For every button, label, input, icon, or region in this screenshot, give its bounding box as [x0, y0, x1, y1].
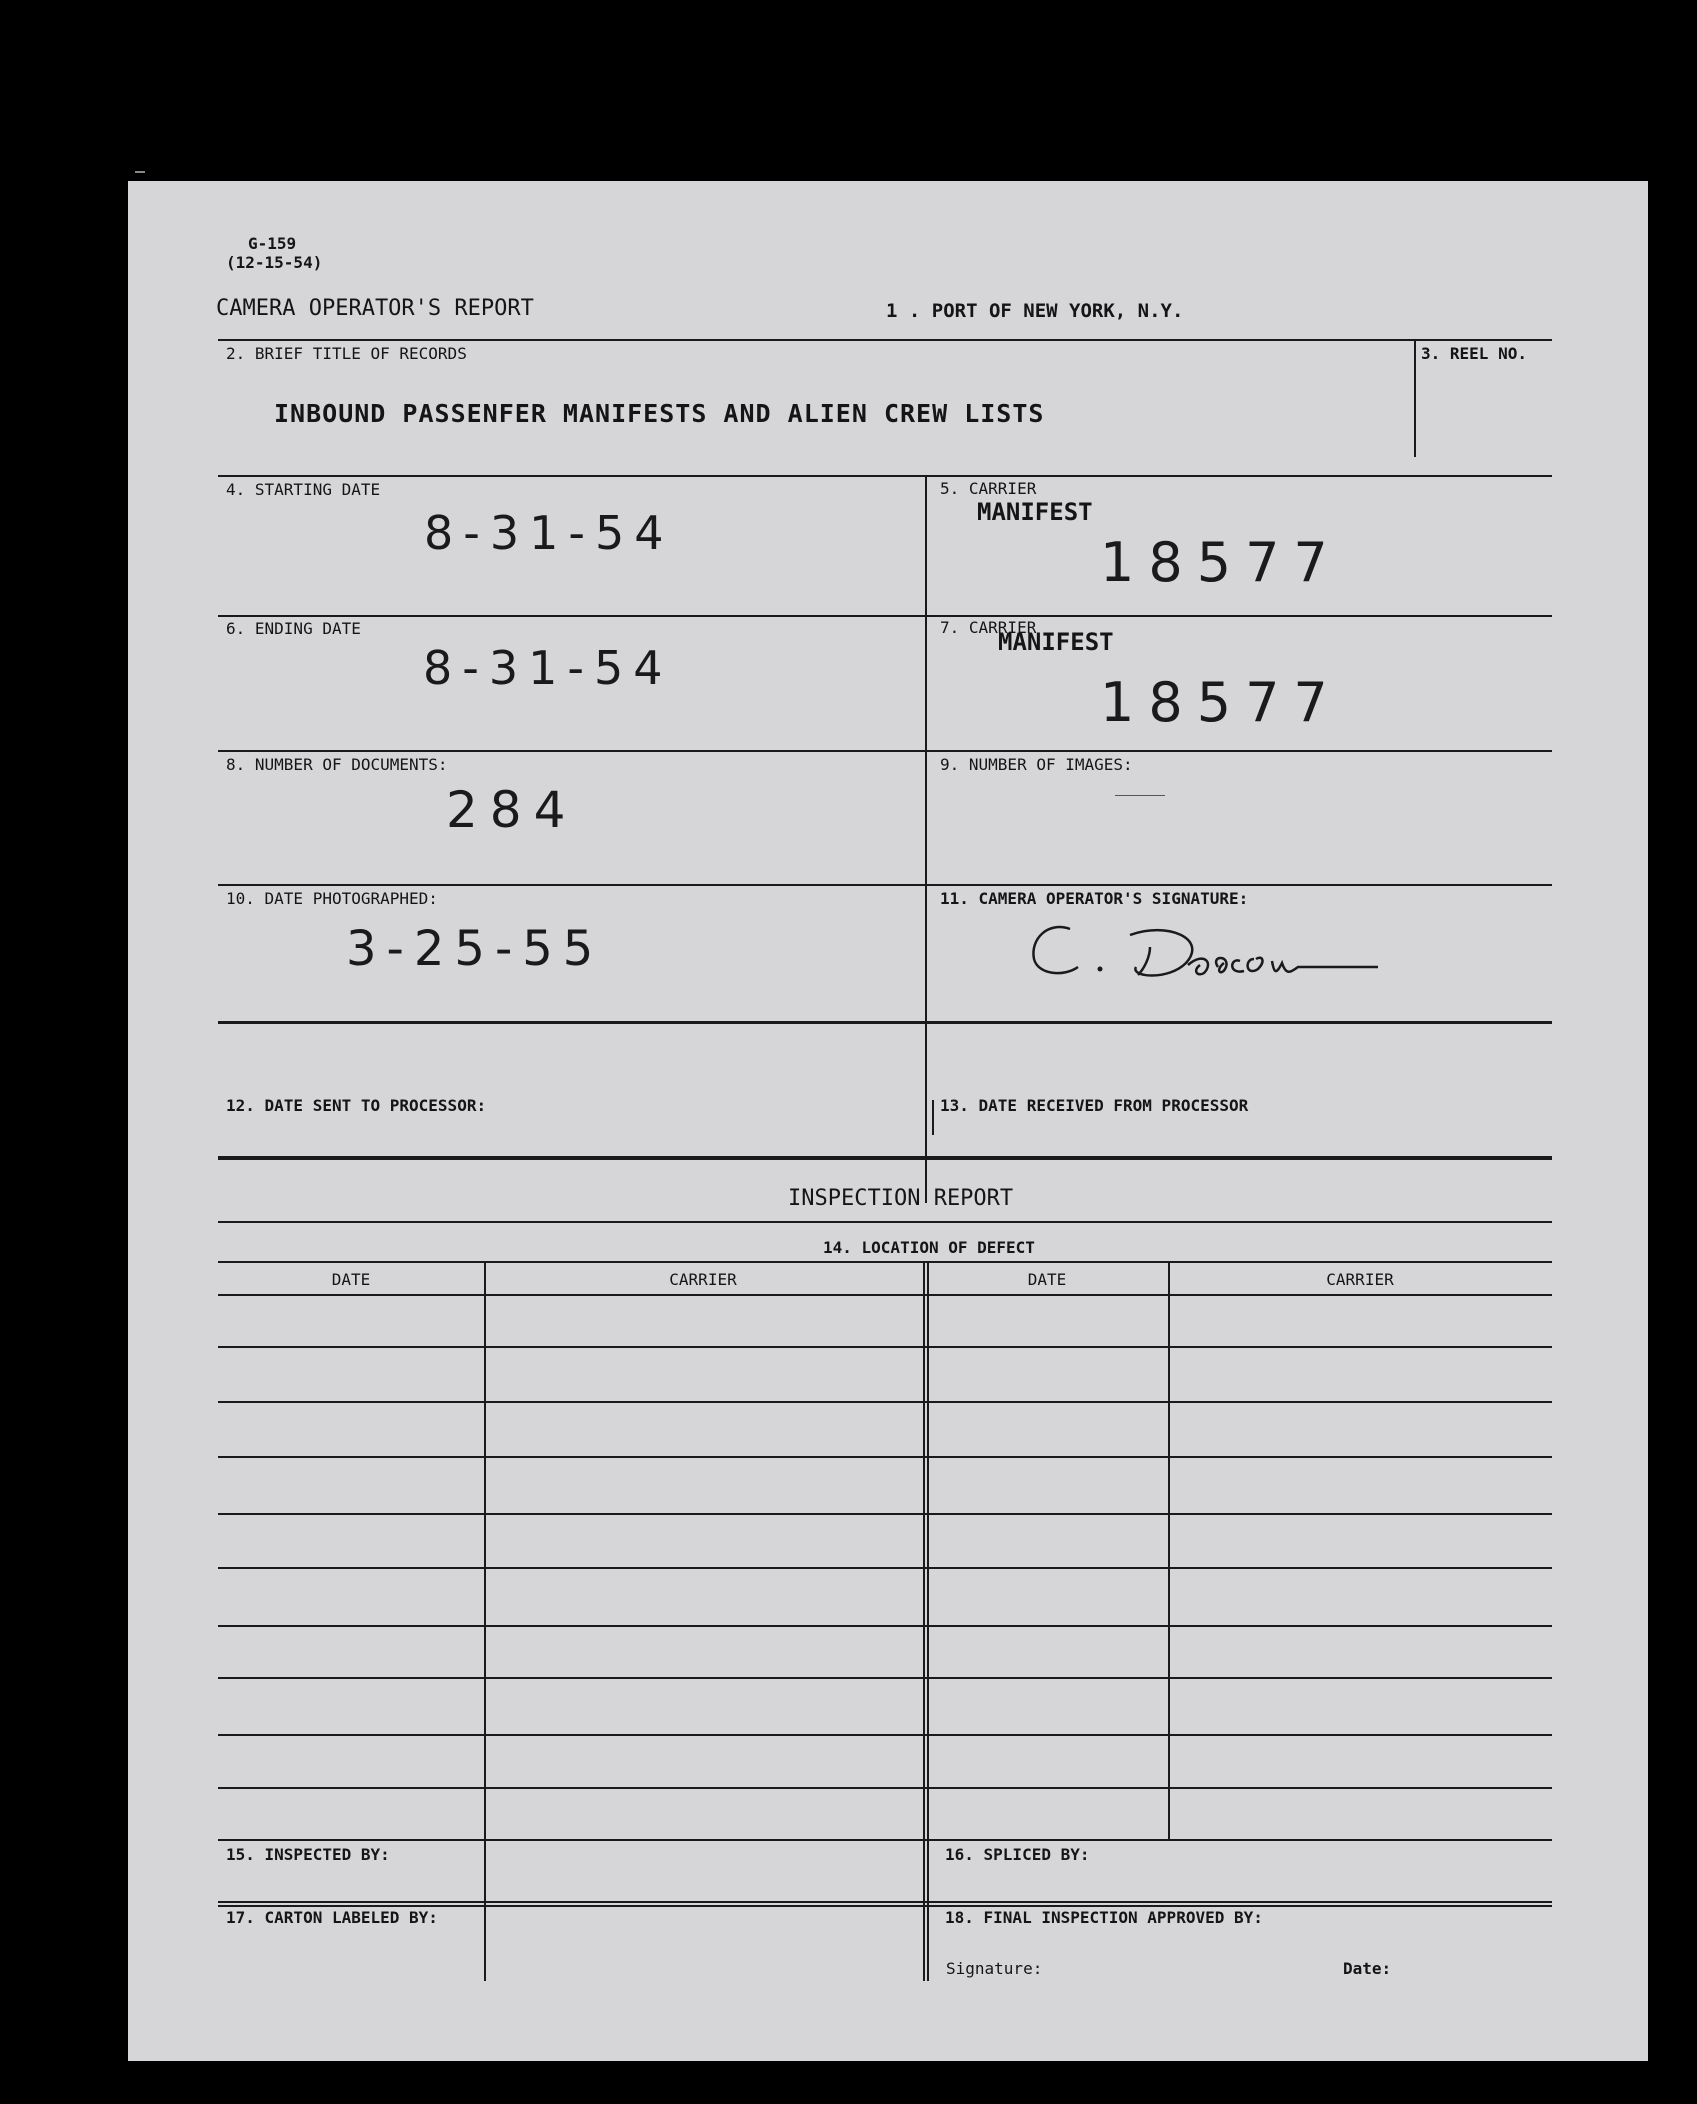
signature-label: Signature: — [946, 1959, 1043, 1978]
field-5-label: 5. CARRIER — [940, 479, 1037, 498]
field-3-label: 3. REEL NO. — [1421, 344, 1527, 363]
column-header-date-2: DATE — [1027, 1270, 1067, 1289]
column-header-date-1: DATE — [331, 1270, 371, 1289]
form-sheet — [128, 181, 1648, 2061]
field-5-type: MANIFEST — [977, 498, 1093, 526]
field-2-value: INBOUND PASSENFER MANIFESTS AND ALIEN CREW LISTS — [274, 399, 1045, 428]
field-9-label: 9. NUMBER OF IMAGES: — [940, 755, 1133, 774]
scan-mark — [135, 171, 145, 173]
column-header-carrier-2: CARRIER — [1326, 1270, 1394, 1289]
field-7-label: 7. CARRIER — [940, 618, 1037, 637]
field-4-value: 8-31-54 — [424, 506, 674, 560]
field-18-label: 18. FINAL INSPECTION APPROVED BY: — [945, 1908, 1263, 1927]
field-10-label: 10. DATE PHOTOGRAPHED: — [226, 889, 438, 908]
field-8-value: 284 — [446, 781, 578, 839]
form-date: (12-15-54) — [226, 253, 323, 272]
field-6-label: 6. ENDING DATE — [226, 619, 361, 638]
field-16-label: 16. SPLICED BY: — [945, 1845, 1090, 1864]
inspection-heading: INSPECTION REPORT — [788, 1186, 1014, 1211]
field-7-value: 18577 — [1100, 671, 1342, 734]
field-8-label: 8. NUMBER OF DOCUMENTS: — [226, 755, 448, 774]
camera-operator-signature — [1018, 911, 1378, 991]
field-10-value: 3-25-55 — [346, 921, 604, 977]
form-title: CAMERA OPERATOR'S REPORT — [216, 296, 534, 321]
field-6-value: 8-31-54 — [423, 641, 673, 695]
field-7-type: MANIFEST — [998, 628, 1114, 656]
column-header-carrier-1: CARRIER — [669, 1270, 737, 1289]
field-2-label: 2. BRIEF TITLE OF RECORDS — [226, 344, 467, 363]
field-13-label: 13. DATE RECEIVED FROM PROCESSOR — [940, 1096, 1249, 1115]
field-5-value: 18577 — [1100, 531, 1342, 594]
field-4-label: 4. STARTING DATE — [226, 480, 381, 499]
form-number: G-159 — [248, 234, 297, 253]
field-17-label: 17. CARTON LABELED BY: — [226, 1908, 438, 1927]
date-label: Date: — [1343, 1959, 1392, 1978]
field-12-label: 12. DATE SENT TO PROCESSOR: — [226, 1096, 487, 1115]
field-14-label: 14. LOCATION OF DEFECT — [823, 1238, 1035, 1257]
field-15-label: 15. INSPECTED BY: — [226, 1845, 390, 1864]
port-of-entry: 1 . PORT OF NEW YORK, N.Y. — [886, 300, 1184, 322]
field-11-label: 11. CAMERA OPERATOR'S SIGNATURE: — [940, 889, 1249, 908]
